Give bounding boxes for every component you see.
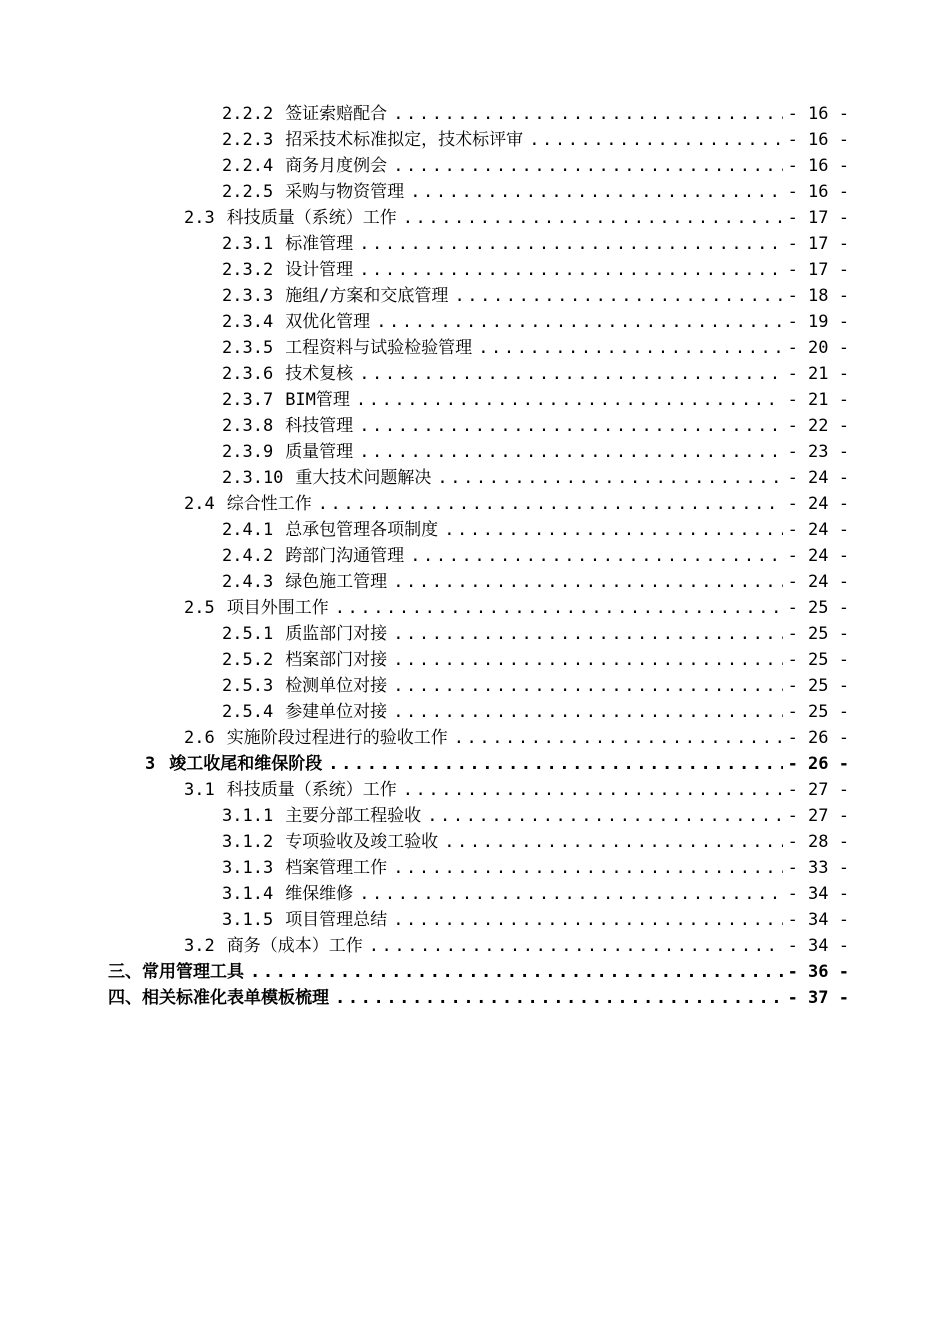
dot-leader	[403, 205, 783, 231]
toc-title: 设计管理	[285, 260, 354, 280]
toc-entry[interactable]	[0, 881, 950, 907]
toc-number: 3	[145, 754, 156, 774]
toc-page-number: - 37 -	[787, 988, 849, 1008]
toc-page-number: - 16 -	[787, 104, 849, 124]
toc-number: 2.6	[184, 728, 215, 748]
dot-leader	[427, 803, 783, 829]
toc-page-number: - 25 -	[787, 598, 849, 618]
toc-page-number: - 17 -	[787, 208, 849, 228]
toc-entry[interactable]	[0, 569, 950, 595]
toc-page-number: - 16 -	[787, 156, 849, 176]
dot-leader	[335, 595, 783, 621]
dot-leader	[410, 543, 783, 569]
toc-entry[interactable]	[0, 361, 950, 387]
toc-page-number: - 16 -	[787, 182, 849, 202]
toc-title: 竣工收尾和维保阶段	[169, 754, 323, 774]
dot-leader	[369, 933, 783, 959]
dot-leader	[393, 153, 783, 179]
toc-page-number: - 25 -	[787, 702, 849, 722]
toc-title: 项目外围工作	[226, 598, 329, 618]
toc-title: 四、相关标准化表单模板梳理	[108, 988, 329, 1008]
toc-number: 2.3.10	[222, 468, 284, 488]
toc-number: 2.3.1	[222, 234, 274, 254]
dot-leader	[393, 647, 783, 673]
toc-page-number: - 26 -	[787, 728, 849, 748]
toc-title: 实施阶段过程进行的验收工作	[226, 728, 448, 748]
toc-title: 主要分部工程验收	[285, 806, 422, 826]
toc-number: 2.4.3	[222, 572, 274, 592]
toc-title: 标准管理	[285, 234, 354, 254]
toc-page-number: - 34 -	[787, 936, 849, 956]
toc-title: 总承包管理各项制度	[285, 520, 439, 540]
toc-title: 项目管理总结	[285, 910, 388, 930]
toc-number: 3.2	[184, 936, 215, 956]
toc-entry[interactable]	[0, 101, 950, 127]
toc-page-number: - 24 -	[787, 572, 849, 592]
toc-entry[interactable]	[0, 439, 950, 465]
toc-number: 2.3.7	[222, 390, 274, 410]
toc-title: 检测单位对接	[285, 676, 388, 696]
toc-title: 档案部门对接	[285, 650, 388, 670]
toc-title: 三、常用管理工具	[108, 962, 244, 982]
toc-entry[interactable]	[0, 413, 950, 439]
toc-page-number: - 26 -	[787, 754, 849, 774]
toc-number: 3.1.4	[222, 884, 274, 904]
toc-title: 双优化管理	[285, 312, 371, 332]
toc-entry[interactable]	[0, 205, 950, 231]
toc-title: 科技质量（系统）工作	[226, 780, 397, 800]
toc-number: 2.3.9	[222, 442, 274, 462]
dot-leader	[403, 777, 783, 803]
toc-page-number: - 27 -	[787, 780, 849, 800]
toc-number: 2.3.5	[222, 338, 274, 358]
toc-entry[interactable]	[0, 829, 950, 855]
toc-number: 2.5.2	[222, 650, 274, 670]
toc-number: 2.2.2	[222, 104, 274, 124]
toc-number: 2.3	[184, 208, 215, 228]
toc-entry[interactable]	[0, 699, 950, 725]
toc-page-number: - 34 -	[787, 884, 849, 904]
toc-title: 维保维修	[285, 884, 354, 904]
dot-leader	[328, 751, 783, 777]
dot-leader	[393, 855, 783, 881]
toc-page-number: - 20 -	[787, 338, 849, 358]
toc-number: 2.2.3	[222, 130, 274, 150]
toc-entry[interactable]	[0, 959, 950, 985]
toc-title: 绿色施工管理	[285, 572, 388, 592]
toc-title: 招采技术标准拟定，技术标评审	[285, 130, 524, 150]
dot-leader	[393, 907, 783, 933]
toc-entry[interactable]	[0, 153, 950, 179]
toc-entry[interactable]	[0, 777, 950, 803]
toc-page-number: - 21 -	[787, 364, 849, 384]
toc-title: 跨部门沟通管理	[285, 546, 405, 566]
toc-page-number: - 24 -	[787, 468, 849, 488]
toc-page-number: - 19 -	[787, 312, 849, 332]
dot-leader	[359, 231, 783, 257]
dot-leader	[356, 387, 783, 413]
dot-leader	[359, 413, 783, 439]
dot-leader	[318, 491, 783, 517]
toc-number: 2.2.5	[222, 182, 274, 202]
toc-page-number: - 22 -	[787, 416, 849, 436]
table-of-contents	[0, 101, 950, 1011]
toc-title: 专项验收及竣工验收	[285, 832, 439, 852]
dot-leader	[454, 283, 783, 309]
toc-title: 科技管理	[285, 416, 354, 436]
toc-entry[interactable]	[0, 491, 950, 517]
dot-leader	[359, 361, 783, 387]
dot-leader	[478, 335, 783, 361]
toc-number: 3.1.2	[222, 832, 274, 852]
toc-entry[interactable]	[0, 543, 950, 569]
toc-entry[interactable]	[0, 465, 950, 491]
toc-page-number: - 36 -	[787, 962, 849, 982]
toc-number: 2.5.4	[222, 702, 274, 722]
toc-page-number: - 23 -	[787, 442, 849, 462]
dot-leader	[393, 101, 783, 127]
toc-page-number: - 16 -	[787, 130, 849, 150]
toc-entry[interactable]	[0, 621, 950, 647]
toc-entry[interactable]	[0, 335, 950, 361]
dot-leader	[393, 673, 783, 699]
toc-title: 采购与物资管理	[285, 182, 405, 202]
toc-number: 3.1.1	[222, 806, 274, 826]
toc-number: 2.3.4	[222, 312, 274, 332]
dot-leader	[359, 881, 783, 907]
dot-leader	[335, 985, 783, 1011]
toc-page-number: - 18 -	[787, 286, 849, 306]
toc-title: 质监部门对接	[285, 624, 388, 644]
toc-page-number: - 34 -	[787, 910, 849, 930]
dot-leader	[393, 569, 783, 595]
toc-number: 2.5	[184, 598, 215, 618]
toc-title: 档案管理工作	[285, 858, 388, 878]
toc-number: 2.3.8	[222, 416, 274, 436]
toc-title: BIM管理	[285, 390, 350, 410]
dot-leader	[250, 959, 783, 985]
toc-entry[interactable]	[0, 855, 950, 881]
dot-leader	[437, 465, 783, 491]
toc-title: 工程资料与试验检验管理	[285, 338, 473, 358]
toc-number: 3.1	[184, 780, 215, 800]
toc-page-number: - 33 -	[787, 858, 849, 878]
toc-title: 综合性工作	[226, 494, 312, 514]
toc-page-number: - 21 -	[787, 390, 849, 410]
toc-title: 签证索赔配合	[285, 104, 388, 124]
toc-page-number: - 24 -	[787, 520, 849, 540]
toc-title: 施组/方案和交底管理	[285, 286, 449, 306]
dot-leader	[393, 699, 783, 725]
toc-entry[interactable]	[0, 309, 950, 335]
dot-leader	[444, 829, 783, 855]
toc-title: 参建单位对接	[285, 702, 388, 722]
toc-entry[interactable]	[0, 257, 950, 283]
toc-page-number: - 25 -	[787, 624, 849, 644]
toc-title: 质量管理	[285, 442, 354, 462]
dot-leader	[376, 309, 783, 335]
toc-number: 3.1.5	[222, 910, 274, 930]
toc-entry[interactable]	[0, 595, 950, 621]
toc-page-number: - 27 -	[787, 806, 849, 826]
toc-entry[interactable]	[0, 725, 950, 751]
dot-leader	[393, 621, 783, 647]
toc-number: 2.3.2	[222, 260, 274, 280]
toc-entry[interactable]	[0, 673, 950, 699]
toc-page-number: - 17 -	[787, 260, 849, 280]
toc-entry[interactable]	[0, 803, 950, 829]
toc-title: 技术复核	[285, 364, 354, 384]
dot-leader	[454, 725, 783, 751]
toc-number: 2.4.2	[222, 546, 274, 566]
toc-number: 2.4	[184, 494, 215, 514]
toc-entry[interactable]	[0, 231, 950, 257]
toc-entry[interactable]	[0, 387, 950, 413]
toc-entry[interactable]	[0, 647, 950, 673]
toc-entry[interactable]	[0, 179, 950, 205]
toc-number: 2.2.4	[222, 156, 274, 176]
toc-entry[interactable]	[0, 985, 950, 1011]
toc-page-number: - 17 -	[787, 234, 849, 254]
toc-page-number: - 24 -	[787, 546, 849, 566]
toc-page-number: - 25 -	[787, 650, 849, 670]
toc-page-number: - 25 -	[787, 676, 849, 696]
dot-leader	[359, 257, 783, 283]
dot-leader	[359, 439, 783, 465]
toc-number: 2.3.6	[222, 364, 274, 384]
dot-leader	[444, 517, 783, 543]
toc-title: 科技质量（系统）工作	[226, 208, 397, 228]
toc-entry[interactable]	[0, 907, 950, 933]
toc-page-number: - 24 -	[787, 494, 849, 514]
toc-number: 2.5.3	[222, 676, 274, 696]
dot-leader	[529, 127, 783, 153]
toc-title: 商务（成本）工作	[226, 936, 363, 956]
toc-number: 2.3.3	[222, 286, 274, 306]
toc-entry[interactable]	[0, 933, 950, 959]
toc-entry[interactable]	[0, 127, 950, 153]
toc-number: 2.4.1	[222, 520, 274, 540]
toc-entry[interactable]	[0, 751, 950, 777]
toc-number: 2.5.1	[222, 624, 274, 644]
toc-entry[interactable]	[0, 517, 950, 543]
toc-title: 商务月度例会	[285, 156, 388, 176]
toc-entry[interactable]	[0, 283, 950, 309]
dot-leader	[410, 179, 783, 205]
toc-number: 3.1.3	[222, 858, 274, 878]
toc-page-number: - 28 -	[787, 832, 849, 852]
toc-title: 重大技术问题解决	[295, 468, 432, 488]
